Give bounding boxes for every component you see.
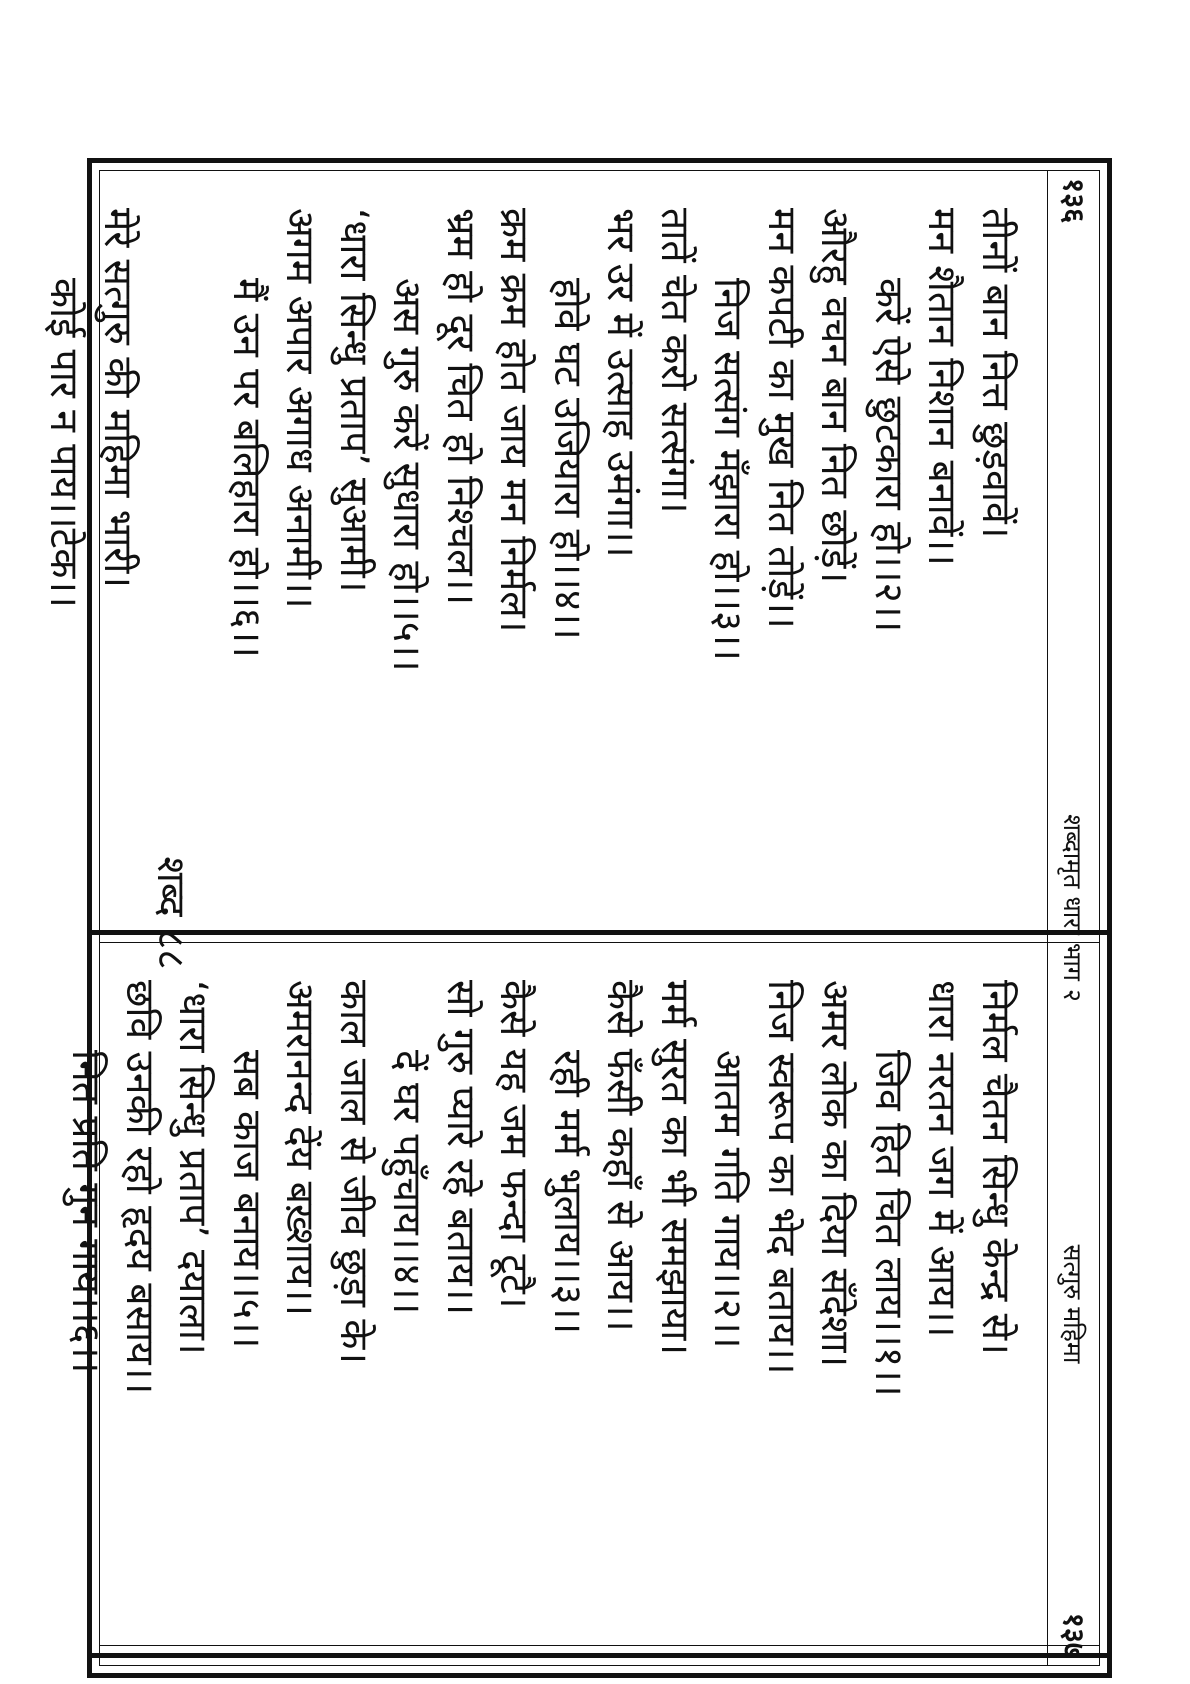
verse-refrain: अस गुरु करें सुधारा हो।।५।। [384, 278, 430, 672]
verse-refrain: जिव हित चित लाय।।१।। [866, 1050, 911, 1397]
verse-refrain: सब काज बनाय।।५।। [224, 1050, 269, 1349]
page-number: १३६ [1057, 178, 1091, 224]
section-heading: शब्द ८८ [148, 856, 194, 970]
verse-line: काल जाल से जीव छुड़ा के। [331, 980, 376, 1365]
verse-line: कैसे यह जम फन्दा टूटै। [491, 980, 537, 1309]
verse-line: अगम अपार अगाध अनामी।। [277, 208, 323, 609]
verse-line: निर्मल चैतन सिन्धु केन्द्र से। [973, 980, 1018, 1355]
verse-line: तीनों बान नित्त छुड़वावें। [973, 208, 1018, 539]
verse-refrain: दें घर पहुँचाय।।४।। [384, 1050, 430, 1315]
verse-line: धारा नरतन जग में आय।। [919, 980, 965, 1338]
verse-line: भ्रम हो दूर चित हो निश्चल।। [438, 208, 483, 606]
verse-line: कैसे फँसी कहाँ से आय।। [598, 980, 644, 1332]
verse-line: तातें चेत करो सत्संगा। [652, 208, 697, 514]
running-head: शब्दामृत धारा भाग २ [1058, 814, 1087, 1002]
verse-line: मन कपटी का मुख नित तोड़ें।। [759, 208, 804, 629]
verse-line: मर्म सुरत का भी समझाया। [652, 980, 697, 1356]
page-number: १३७ [1057, 1612, 1091, 1658]
verse-refrain: आतम गति गाय।।२।। [705, 1050, 751, 1349]
verse-refrain: मैं उन पर बलिहारा हो।।६।। [224, 278, 269, 658]
running-head: सत्गुरु महिमा [1058, 1244, 1087, 1364]
verse-line: छवि उनकी रहो हृदय बसाय।। [117, 980, 162, 1395]
verse-refrain: नित प्रति गुन गाय।।६।। [63, 1050, 109, 1374]
right-page [63, 930, 1112, 1678]
verse-line: अमर लोक का दिया सँदेशा। [812, 980, 858, 1368]
verse-line: औरहु वचन बान नित छोड़ें। [812, 208, 858, 584]
verse-line: ‘धारा सिन्धु प्रताप’ सुआमी। [331, 208, 376, 593]
verse-refrain: करें ऐसे छुटकारा हो।।२।। [866, 278, 911, 633]
verse-line: ‘धारा सिन्धु प्रताप’ दयाला। [170, 980, 216, 1355]
verse-line: क्रम क्रम होत जाय मन निर्मल। [491, 208, 537, 633]
verse-line: अमरानन्द देंय बख़्शाय।। [277, 980, 323, 1317]
verse-refrain: कोई पार न पाय।।टेक।। [41, 278, 87, 608]
verse-line: निज स्वरूप का भेद बताय।। [759, 980, 804, 1375]
verse-line: भर उर में उत्साह उमंगा।। [598, 208, 644, 558]
verse-block [59, 980, 1022, 1638]
verse-line: मेरे सत्गुरु की महिमा भारी। [95, 208, 140, 589]
verse-refrain: निज सत्संग मँझारा हो।।३।। [705, 278, 751, 661]
page-header [1047, 942, 1100, 1666]
verse-line: मन शैतान निशान बनावें।। [919, 208, 965, 566]
verse-refrain: होवे घट उजियारा हो।।४।। [545, 278, 590, 640]
verse-line: सो गुरु प्यारे रहे बताय।। [438, 980, 483, 1316]
verse-refrain: रही मर्म भुलाय।।३।। [545, 1050, 590, 1335]
